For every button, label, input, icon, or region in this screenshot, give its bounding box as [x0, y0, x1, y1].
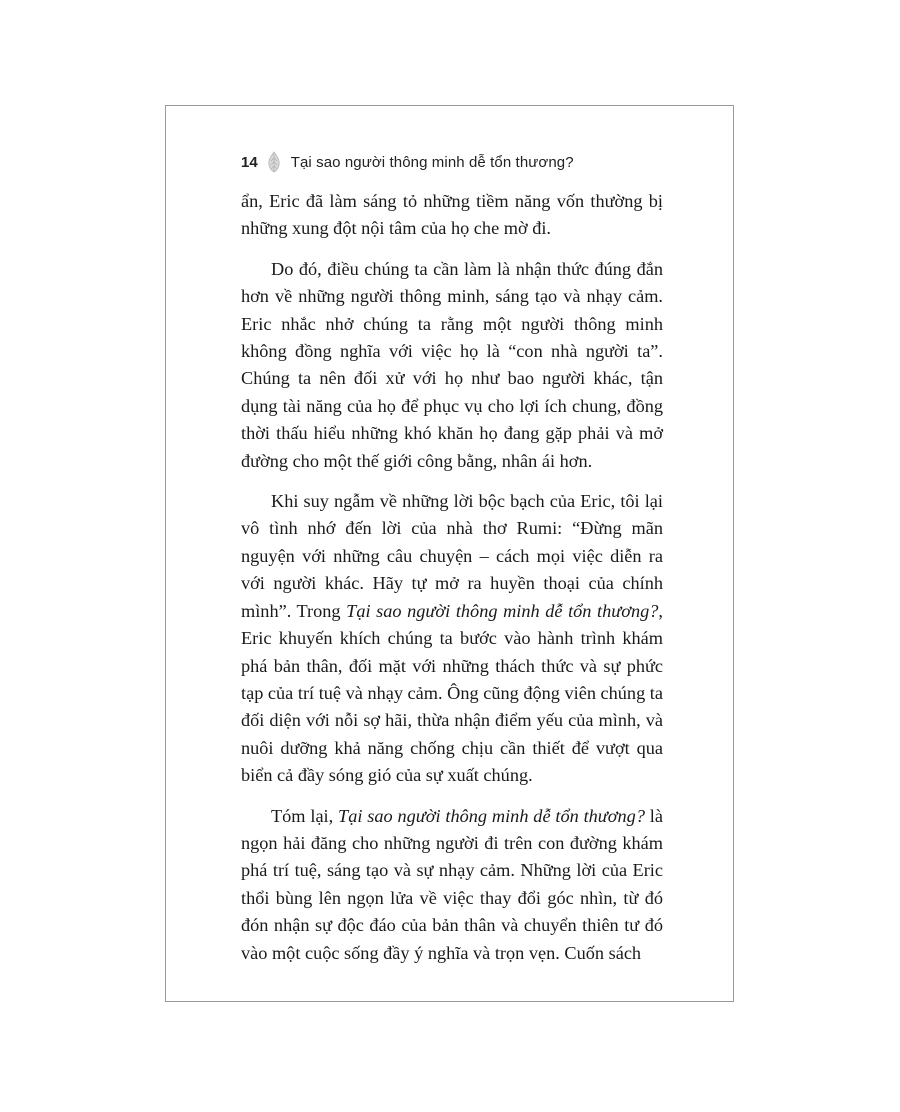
book-title-italic: Tại sao người thông minh dễ tổn thương? — [338, 805, 645, 826]
paragraph-text: Khi suy ngẫm về những lời bộc bạch của Eric, tôi lại vô tình nhớ đến lời của nhà thơ Rumi: “Đừng mãn nguyện với những câu chuyện – cách mọi việc diễn ra với người khác. Hãy tự mở ra huyền thoại của chính mình”. Trong — [241, 491, 663, 621]
paragraph-text: là ngọn hải đăng cho những người đi trên con đường khám phá trí tuệ, sáng tạo và sự nhạy cảm. Những lời của Eric thổi bùng lên ngọn lửa về việc thay đổi góc nhìn, từ đó đón nhận sự độc đáo của bản thân và chuyển thiên tư đó vào một cuộc sống đầy ý nghĩa và trọn vẹn. Cuốn sách — [241, 805, 663, 963]
paragraph — [241, 488, 663, 789]
running-header — [241, 150, 574, 174]
paragraph-text: Tóm lại, — [271, 805, 339, 826]
book-title-italic: Tại sao người thông minh dễ tổn thương? — [346, 600, 659, 621]
paragraph — [241, 803, 663, 967]
body-text — [241, 188, 663, 980]
page-number: 14 — [241, 153, 258, 171]
paragraph: ẩn, Eric đã làm sáng tỏ những tiềm năng vốn thường bị những xung đột nội tâm của họ che mờ đi. — [241, 191, 663, 239]
leaf-ornament-icon — [267, 151, 281, 173]
book-page — [165, 105, 734, 1002]
running-title: Tại sao người thông minh dễ tổn thương? — [290, 153, 574, 171]
paragraph-text: , Eric khuyến khích chúng ta bước vào hành trình khám phá bản thân, đối mặt với những thách thức và sự phức tạp của trí tuệ và nhạy cảm. Ông cũng động viên chúng ta đối diện với nỗi sợ hãi, thừa nhận điểm yếu của mình, và nuôi dưỡng khả năng chống chịu cần thiết để vượt qua biển cả đầy sóng gió của sự xuất chúng. — [241, 600, 663, 786]
paragraph: Do đó, điều chúng ta cần làm là nhận thức đúng đắn hơn về những người thông minh, sáng tạo và nhạy cảm. Eric nhắc nhở chúng ta rằng một người thông minh không đồng nghĩa với việc họ là “con nhà người ta”. Chúng ta nên đối xử với họ như bao người khác, tận dụng tài năng của họ để phục vụ cho lợi ích chung, đồng thời thấu hiểu những khó khăn họ đang gặp phải và mở đường cho một thế giới công bằng, nhân ái hơn. — [241, 258, 663, 471]
